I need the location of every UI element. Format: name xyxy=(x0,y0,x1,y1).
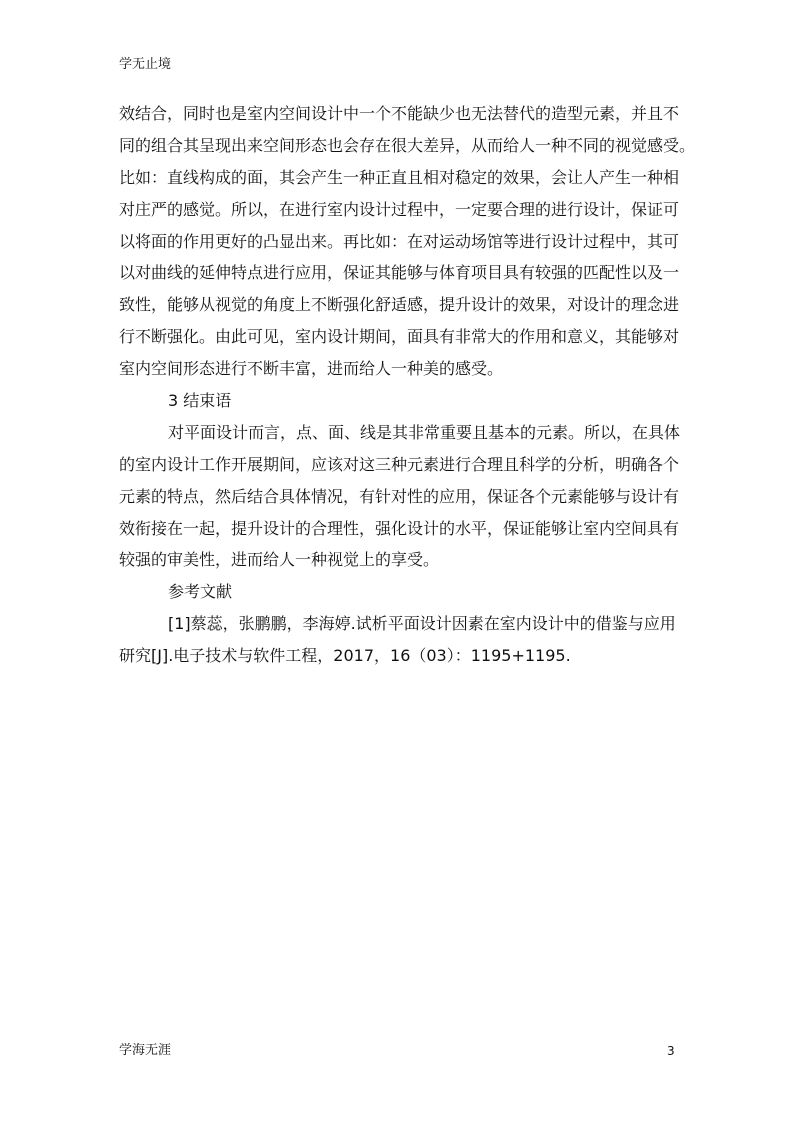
paragraph-face-design xyxy=(119,98,696,385)
text-line: 同的组合其呈现出来空间形态也会存在很大差异，从而给人一种不同的视觉感受。 xyxy=(119,135,696,155)
paragraph-conclusion xyxy=(119,417,685,576)
text-line: 以对曲线的延伸特点进行应用，保证其能够与体育项目具有较强的匹配性以及一 xyxy=(119,263,680,283)
page-number: 3 xyxy=(667,1044,675,1058)
reference-list xyxy=(119,608,685,672)
text-line: 的室内设计工作开展期间，应该对这三种元素进行合理且科学的分析，明确各个 xyxy=(119,454,680,474)
text-line: 室内空间形态进行不断丰富，进而给人一种美的感受。 xyxy=(119,359,504,379)
page-header: 学无止境 xyxy=(119,57,172,72)
text-line: 行不断强化。由此可见，室内设计期间，面具有非常大的作用和意义，其能够对 xyxy=(119,327,680,347)
reference-line: 研究[J].电子技术与软件工程，2017，16（03）：1195+1195. xyxy=(119,646,571,666)
text-line: 比如：直线构成的面，其会产生一种正直且相对稳定的效果，会让人产生一种相 xyxy=(119,167,680,187)
text-line: 元素的特点，然后结合具体情况，有针对性的应用，保证各个元素能够与设计有 xyxy=(119,486,680,506)
text-line: 效衔接在一起，提升设计的合理性，强化设计的水平，保证能够让室内空间具有 xyxy=(119,518,680,538)
page-footer: 学海无涯 xyxy=(119,1043,172,1058)
document-body xyxy=(119,98,696,672)
text-line: 致性，能够从视觉的角度上不断强化舒适感，提升设计的效果，对设计的理念进 xyxy=(119,295,680,315)
text-line: 效结合，同时也是室内空间设计中一个不能缺少也无法替代的造型元素，并且不 xyxy=(119,104,680,123)
text-line: 对庄严的感觉。所以，在进行室内设计过程中，一定要合理的进行设计，保证可 xyxy=(119,199,680,219)
text-line: 较强的审美性，进而给人一种视觉上的享受。 xyxy=(119,550,440,570)
section-heading-conclusion: 3 结束语 xyxy=(168,391,232,411)
reference-line: [1]蔡蕊，张鹏鹏，李海婷.试析平面设计因素在室内设计中的借鉴与应用 xyxy=(168,614,676,634)
text-line: 对平面设计而言，点、面、线是其非常重要且基本的元素。所以，在具体 xyxy=(168,422,681,442)
section-heading-references: 参考文献 xyxy=(168,582,233,602)
text-line: 以将面的作用更好的凸显出来。再比如：在对运动场馆等进行设计过程中，其可 xyxy=(119,231,680,251)
